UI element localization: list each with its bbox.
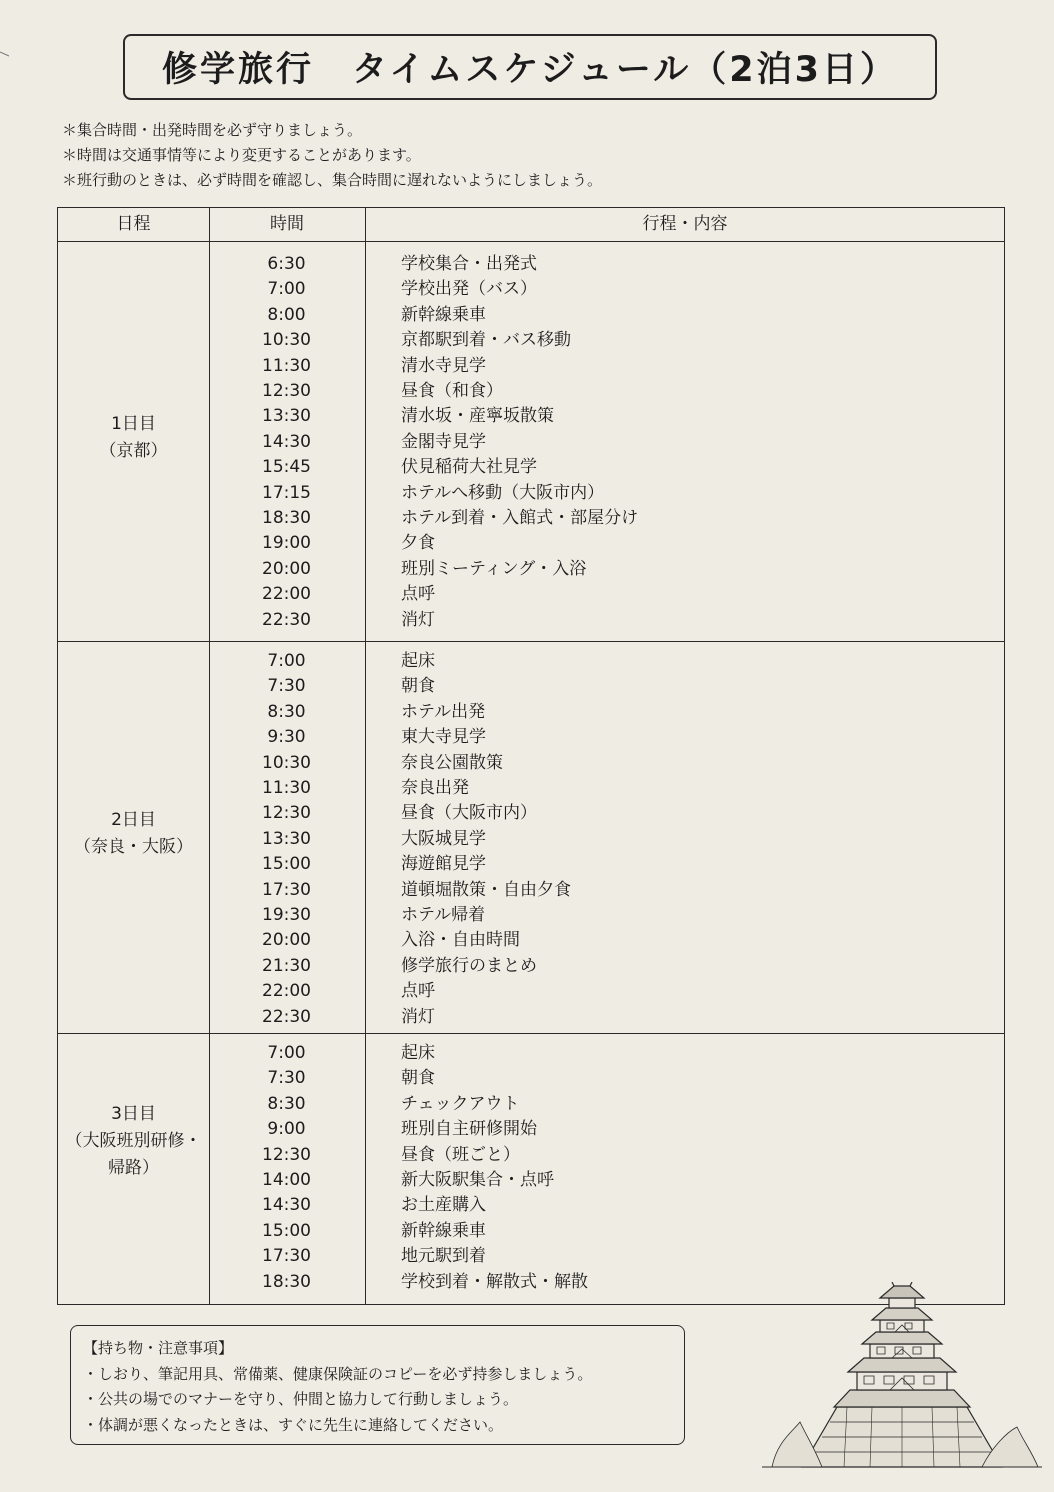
row-activity: 清水寺見学 (401, 355, 486, 376)
row-time: 7:00 (267, 651, 306, 671)
row-time: 13:30 (262, 406, 311, 427)
day-number: 2日目 (111, 809, 156, 830)
row-activity: 学校集合・出発式 (401, 254, 537, 274)
notice-heading: 【持ち物・注意事項】 (83, 1339, 234, 1357)
row-time: 17:30 (262, 1246, 311, 1267)
row-time: 7:00 (267, 279, 306, 300)
column-divider (209, 208, 210, 1304)
table-row (209, 404, 1004, 429)
row-activity: 大阪城見学 (401, 828, 486, 849)
day-location-cont: 帰路） (108, 1157, 159, 1178)
row-activity: 朝食 (401, 676, 435, 697)
table-row (209, 582, 1004, 607)
row-time: 20:00 (262, 930, 311, 951)
row-time: 7:00 (267, 1043, 306, 1063)
row-activity: 海遊館見学 (401, 854, 486, 875)
table-row (209, 455, 1004, 480)
table-row (209, 1092, 1004, 1117)
row-time: 9:30 (267, 727, 306, 748)
row-time: 7:30 (267, 676, 306, 697)
row-time: 8:30 (267, 1093, 306, 1114)
castle-illustration (752, 1282, 1042, 1472)
row-time: 14:30 (262, 431, 311, 452)
column-divider (365, 208, 366, 1304)
day-location: （京都） (99, 440, 168, 461)
row-activity: 班別ミーティング・入浴 (401, 558, 587, 579)
row-activity: 奈良公園散策 (401, 752, 503, 773)
note-line: ＊時間は交通事情等により変更することがあります。 (62, 146, 421, 164)
row-activity: 奈良出発 (401, 778, 469, 798)
table-header (58, 208, 1004, 242)
row-time: 18:30 (262, 508, 311, 528)
row-activity: 昼食（班ごと） (401, 1144, 520, 1165)
notice-line: ・公共の場でのマナーを守り、仲間と協力して行動しましょう。 (83, 1390, 519, 1408)
table-row (209, 1193, 1004, 1218)
day-location: （奈良・大阪） (74, 836, 193, 857)
row-time: 14:30 (262, 1195, 311, 1216)
table-row (209, 557, 1004, 582)
day-number: 3日目 (111, 1103, 156, 1124)
notice-line: ・体調が悪くなったときは、すぐに先生に連絡してください。 (83, 1415, 504, 1434)
table-row (209, 903, 1004, 928)
row-activity: 学校出発（バス） (401, 279, 537, 300)
table-row (209, 354, 1004, 379)
row-time: 20:00 (262, 558, 311, 579)
table-row (209, 801, 1004, 826)
schedule-table (57, 207, 1005, 1305)
page-title: 修学旅行 タイムスケジュール（2泊3日） (123, 34, 937, 100)
day-label (58, 642, 209, 1033)
table-row (209, 700, 1004, 725)
row-time: 17:15 (262, 482, 311, 503)
row-time: 15:00 (262, 854, 311, 875)
row-time: 19:00 (262, 533, 311, 554)
notice-line: ・しおり、筆記用具、常備薬、健康保険証のコピーを必ず持参しましょう。 (83, 1364, 593, 1383)
row-activity: ホテル出発 (401, 701, 486, 722)
row-activity: ホテルへ移動（大阪市内） (401, 482, 605, 503)
row-time: 19:30 (262, 905, 311, 925)
table-row (209, 954, 1004, 979)
note-line: ＊班行動のときは、必ず時間を確認し、集合時間に遅れないようにしましょう。 (62, 171, 603, 189)
row-time: 22:30 (262, 1006, 311, 1027)
row-activity: 消灯 (401, 1006, 435, 1027)
row-activity: 地元駅到着 (401, 1246, 486, 1267)
table-row (209, 379, 1004, 404)
day-location: （大阪班別研修・ (65, 1130, 202, 1151)
day-label (58, 1034, 209, 1304)
day-section-2 (58, 642, 1004, 1034)
day-number: 1日目 (111, 413, 156, 434)
row-time: 8:30 (267, 701, 306, 722)
notice-box (70, 1325, 685, 1445)
row-activity: 昼食（和食） (401, 381, 503, 401)
table-row (209, 979, 1004, 1004)
day-label (58, 242, 209, 641)
row-activity: 清水坂・産寧坂散策 (401, 406, 554, 427)
table-row (209, 1041, 1004, 1066)
row-activity: 伏見稲荷大社見学 (401, 457, 537, 478)
row-activity: 東大寺見学 (401, 727, 486, 748)
row-activity: 新幹線乗車 (401, 1220, 486, 1241)
row-activity: チェックアウト (401, 1093, 520, 1114)
row-time: 12:30 (262, 1144, 311, 1165)
table-row (209, 751, 1004, 776)
row-time: 15:00 (262, 1220, 311, 1241)
notes (62, 118, 982, 193)
table-row (209, 1168, 1004, 1193)
table-row (209, 1005, 1004, 1030)
row-activity: 入浴・自由時間 (401, 930, 520, 951)
row-time: 10:30 (262, 752, 311, 773)
table-row (209, 430, 1004, 455)
row-activity: 消灯 (401, 609, 435, 630)
row-time: 14:00 (262, 1170, 311, 1190)
row-time: 11:30 (262, 355, 311, 376)
table-row (209, 827, 1004, 852)
table-row (209, 1117, 1004, 1142)
table-row (209, 481, 1004, 506)
row-time: 21:30 (262, 955, 311, 976)
row-time: 12:30 (262, 803, 311, 824)
table-row (209, 1244, 1004, 1269)
fold-mark (0, 42, 10, 48)
table-row (209, 1143, 1004, 1168)
row-activity: ホテル到着・入館式・部屋分け (401, 508, 639, 528)
row-activity: 夕食 (401, 533, 435, 554)
row-time: 17:30 (262, 879, 311, 900)
table-row (209, 1219, 1004, 1244)
table-row (209, 674, 1004, 699)
table-row (209, 303, 1004, 328)
row-time: 18:30 (262, 1271, 311, 1292)
table-row (209, 608, 1004, 633)
row-activity: お土産購入 (401, 1195, 486, 1216)
row-activity: 新幹線乗車 (401, 304, 486, 325)
table-row (209, 776, 1004, 801)
row-activity: 学校到着・解散式・解散 (401, 1271, 588, 1292)
table-row (209, 1066, 1004, 1091)
day-section-3 (58, 1034, 1004, 1304)
table-row (209, 878, 1004, 903)
row-time: 13:30 (262, 828, 311, 849)
row-activity: 京都駅到着・バス移動 (401, 330, 571, 351)
table-row (209, 852, 1004, 877)
header-day: 日程 (116, 214, 151, 234)
row-time: 8:00 (267, 304, 306, 325)
row-time: 22:30 (262, 609, 311, 630)
table-row (209, 725, 1004, 750)
row-activity: 修学旅行のまとめ (401, 955, 537, 976)
row-activity: 班別自主研修開始 (401, 1119, 537, 1140)
row-time: 9:00 (267, 1119, 306, 1140)
row-time: 7:30 (267, 1068, 306, 1089)
row-time: 15:45 (262, 457, 311, 478)
table-row (209, 928, 1004, 953)
row-activity: 点呼 (401, 981, 435, 1002)
table-row (209, 649, 1004, 674)
row-activity: 昼食（大阪市内） (401, 803, 537, 824)
table-row (209, 252, 1004, 277)
row-activity: ホテル帰着 (401, 905, 486, 925)
row-time: 11:30 (262, 778, 311, 798)
header-content: 行程・内容 (642, 214, 728, 234)
row-activity: 新大阪駅集合・点呼 (401, 1170, 554, 1190)
row-activity: 金閣寺見学 (401, 431, 486, 452)
header-time: 時間 (270, 214, 304, 234)
table-row (209, 277, 1004, 302)
row-activity: 起床 (401, 651, 435, 671)
table-row (209, 328, 1004, 353)
note-line: ＊集合時間・出発時間を必ず守りましょう。 (62, 121, 363, 139)
row-activity: 起床 (401, 1043, 435, 1063)
table-row (209, 506, 1004, 531)
row-time: 22:00 (262, 584, 311, 605)
row-time: 6:30 (267, 254, 306, 274)
row-time: 12:30 (262, 381, 311, 401)
table-row (209, 531, 1004, 556)
row-activity: 朝食 (401, 1068, 435, 1089)
row-time: 10:30 (262, 330, 311, 351)
day-section-1 (58, 242, 1004, 642)
row-activity: 点呼 (401, 584, 435, 605)
row-activity: 道頓堀散策・自由夕食 (401, 879, 571, 900)
row-time: 22:00 (262, 981, 311, 1002)
